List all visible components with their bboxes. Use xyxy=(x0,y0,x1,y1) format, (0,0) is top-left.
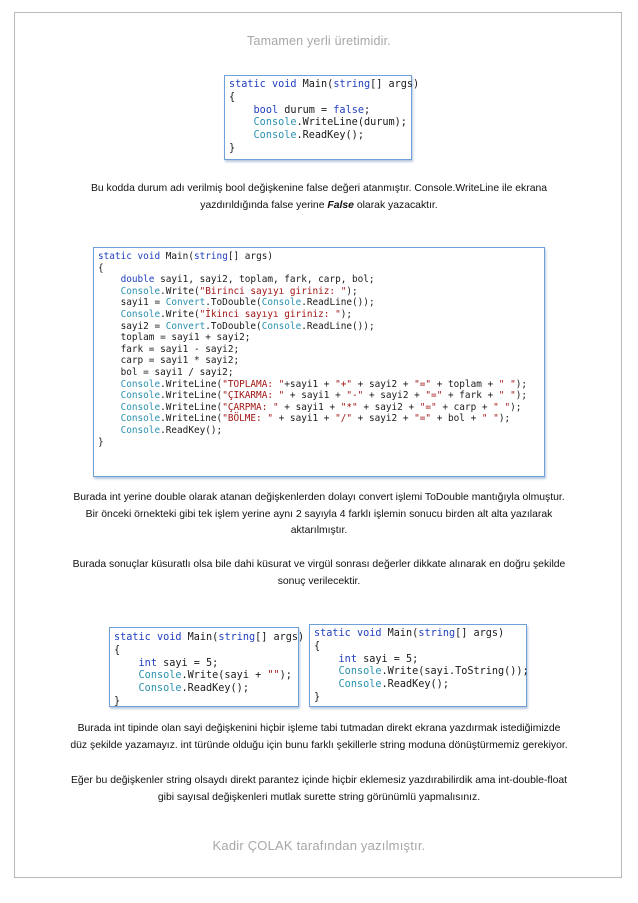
code-line: } xyxy=(314,691,321,703)
code-line: sayi2 = Convert.ToDouble(Console.ReadLine()); xyxy=(98,320,375,332)
code-line: Console.ReadKey(); xyxy=(120,424,223,436)
code-line: static void Main(string[] args) xyxy=(98,251,274,262)
code-line: Console.Write(sayi + ""); xyxy=(138,670,292,682)
code-snippet-concat xyxy=(109,627,305,707)
code-line: Console.Write("İkinci sayıyı giriniz: "); xyxy=(120,308,353,320)
code-line: { xyxy=(229,91,236,103)
paragraph-double-explanation: Burada int yerine double olarak atanan değişkenlerden dolayı convert işlemi ToDouble mantığıyla olmuştur. Bir önceki örnekteki gibi tek işlem yerine aynı 2 sayıyla 4 farklı işlemin sonucu birden alt alta yazılarak aktarılmıştır. xyxy=(73,492,565,536)
page-footer: Kadir ÇOLAK tarafından yazılmıştır. xyxy=(212,838,426,853)
code-line: int sayi = 5; xyxy=(338,653,419,665)
page-header: Tamamen yerli üretimidir. xyxy=(247,34,391,48)
code-line: Console.ReadKey(); xyxy=(253,130,364,142)
code-line: { xyxy=(114,644,121,656)
code-snippet-tostring xyxy=(309,624,527,707)
code-line: static void Main(string[] args) xyxy=(229,79,420,90)
paragraph-string-note: Eğer bu değişkenler string olsaydı direkt parantez içinde hiçbir eklemesiz yazdırabilirdik ama int-double-float gibi sayısal değişkenleri mutlak surette string görünümlü yapmalısınız. xyxy=(70,775,568,803)
paragraph-text: Bu kodda durum adı verilmiş bool değişkenine false değeri atanmıştır. Console.WriteLine ile ekrana yazdırıldığında false yerine xyxy=(90,183,548,211)
code-line: } xyxy=(98,436,104,448)
paragraph-text: olarak yazacaktır. xyxy=(353,199,438,211)
code-line: Console.WriteLine("BÖLME: " + sayi1 + "/" + sayi2 + "=" + bol + " "); xyxy=(120,413,511,425)
code-line: Console.WriteLine("TOPLAMA: "+sayi1 + "+" + sayi2 + "=" + toplam + " "); xyxy=(120,378,528,390)
code-line: { xyxy=(314,640,321,652)
code-snippet-calculator xyxy=(93,247,545,477)
code-line: int sayi = 5; xyxy=(138,657,219,669)
paragraph-precision-note: Burada sonuçlar küsuratlı olsa bile dahi küsurat ve virgül sonrası değerler dikkate alınarak en doğru şekilde sonuç verilecektir. xyxy=(72,559,566,587)
paragraph-bool-explanation xyxy=(70,181,568,214)
code-line: static void Main(string[] args) xyxy=(314,628,505,639)
code-line: Console.ReadKey(); xyxy=(338,679,449,691)
paragraph-int-explanation: Burada int tipinde olan sayi değişkenini hiçbir işleme tabi tutmadan direkt ekrana yazdırmak istediğimizde düz şekilde yazamayız. int türünde olduğu için bunu farklı şekillerle string moduna dönüştürmemiz gerekiyor. xyxy=(70,723,568,751)
code-line: Console.WriteLine(durum); xyxy=(253,117,407,129)
code-line: sayi1 = Convert.ToDouble(Console.ReadLine()); xyxy=(98,297,375,309)
code-line: toplam = sayi1 + sayi2; xyxy=(98,332,251,344)
code-line: Console.WriteLine("ÇIKARMA: " + sayi1 + "-" + sayi2 + "=" + fark + " "); xyxy=(120,390,528,402)
code-line: bol = sayi1 / sayi2; xyxy=(98,366,234,378)
code-line: carp = sayi1 * sayi2; xyxy=(98,355,240,367)
code-line: double sayi1, sayi2, toplam, fark, carp, bol; xyxy=(120,274,375,286)
code-line: Console.WriteLine("ÇARPMA: " + sayi1 + "*" + sayi2 + "=" + carp + " "); xyxy=(120,401,522,413)
code-line: } xyxy=(229,142,236,154)
code-line: Console.Write(sayi.ToString()); xyxy=(338,666,529,678)
code-line: static void Main(string[] args) xyxy=(114,632,305,643)
code-line: fark = sayi1 - sayi2; xyxy=(98,343,240,355)
code-line: { xyxy=(98,262,104,274)
code-line: bool durum = false; xyxy=(253,104,371,116)
code-line: } xyxy=(114,695,121,707)
emphasis-false: False xyxy=(327,199,354,211)
code-line: Console.Write("Birinci sayıyı giriniz: "); xyxy=(120,285,358,297)
code-snippet-bool xyxy=(224,75,420,160)
code-line: Console.ReadKey(); xyxy=(138,683,249,695)
